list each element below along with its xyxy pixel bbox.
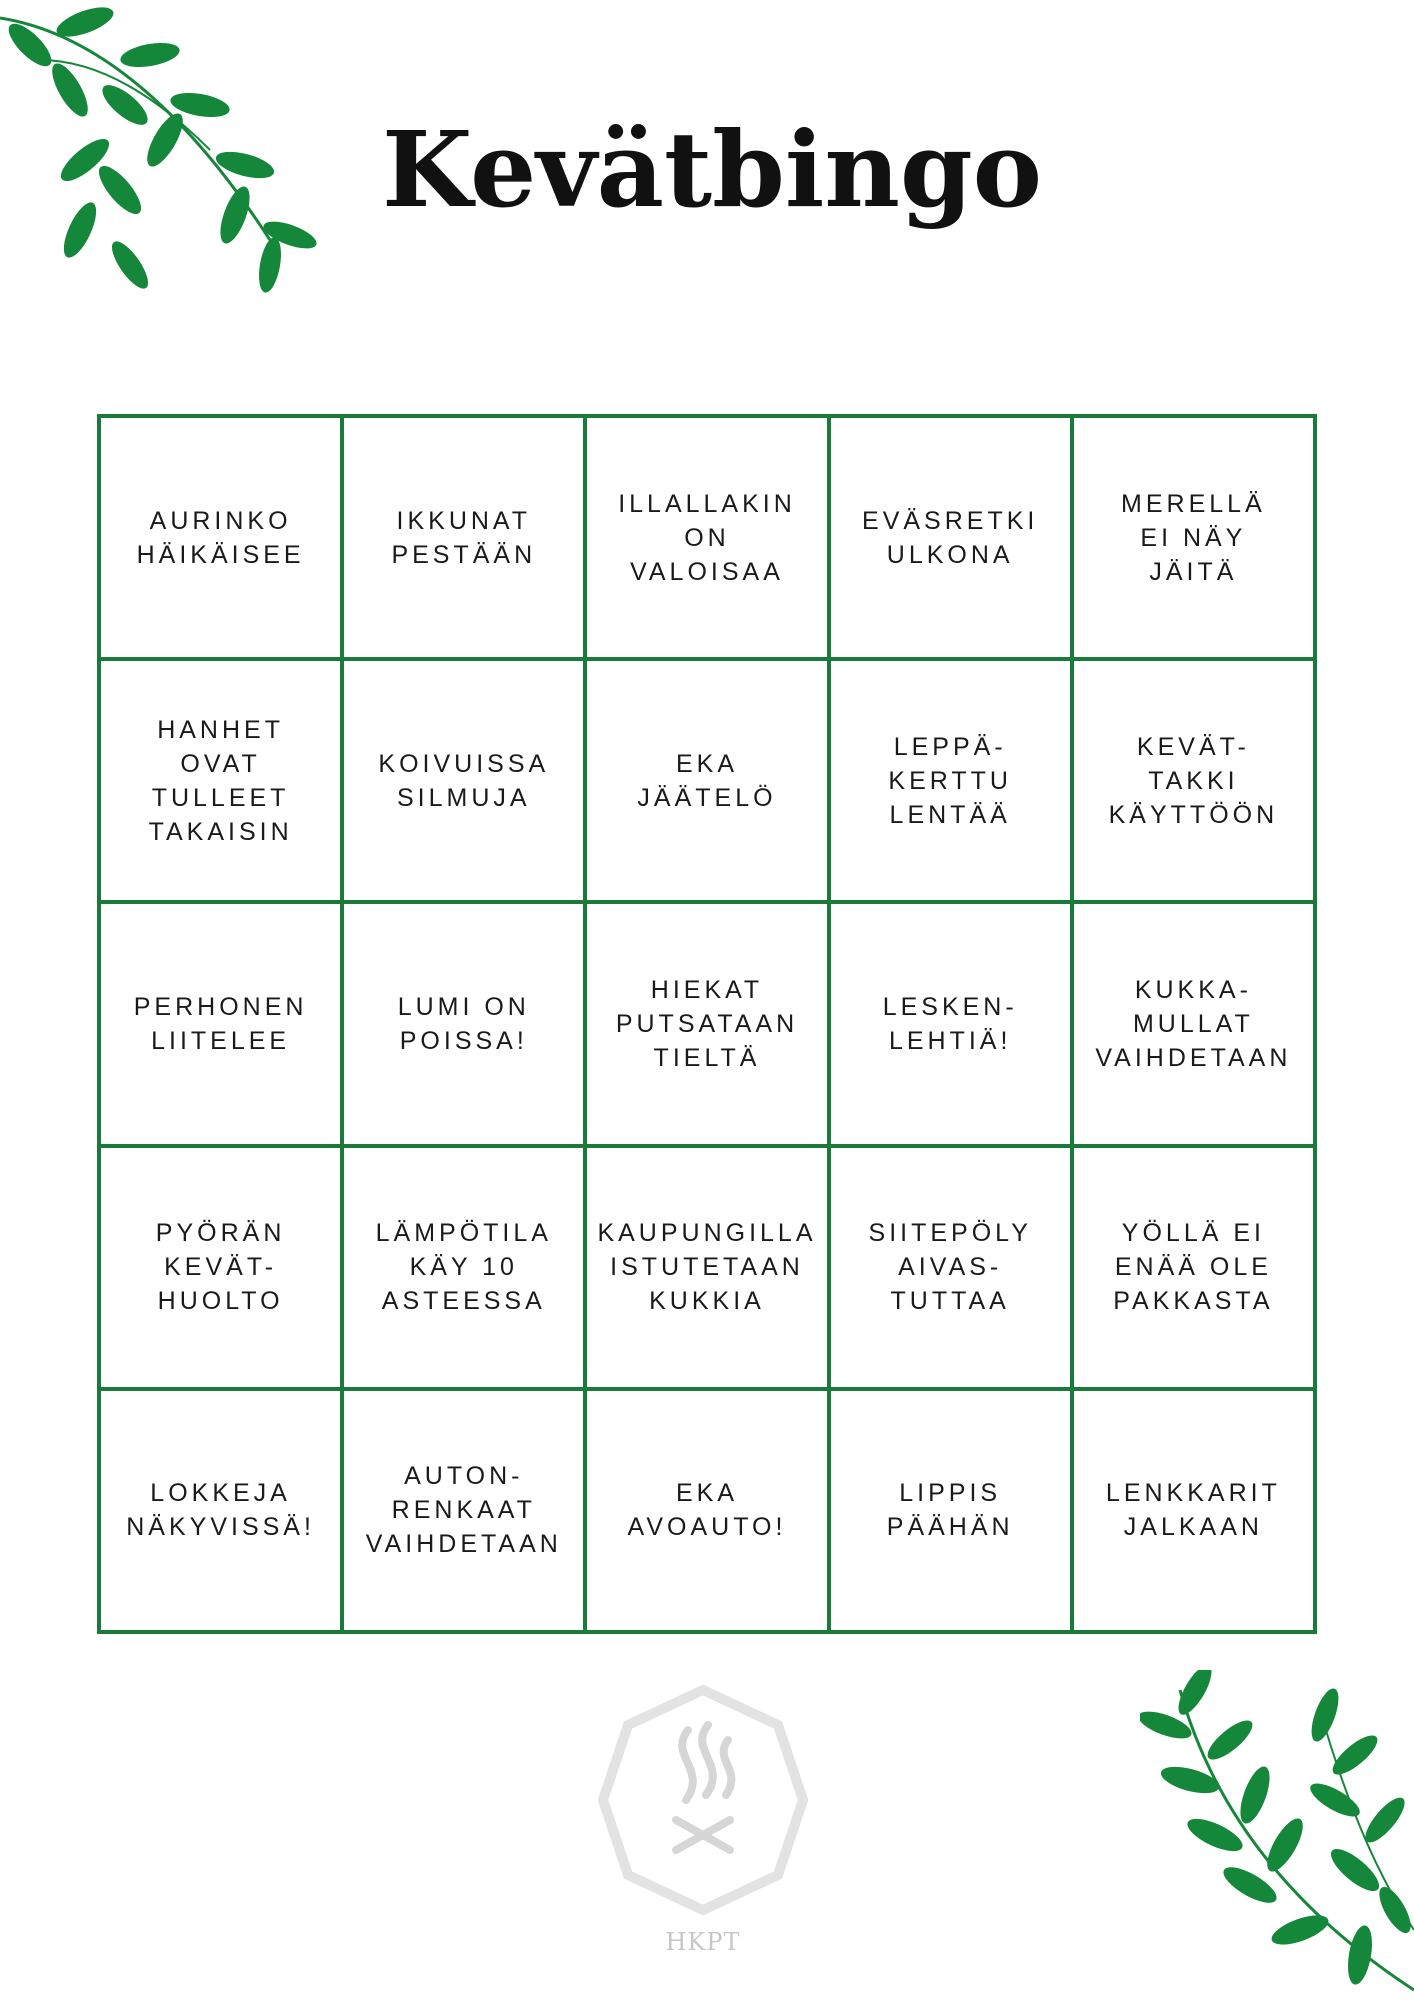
bingo-cell[interactable] bbox=[101, 418, 344, 661]
cell-label: AURINKO HÄIKÄISEE bbox=[136, 506, 305, 569]
bingo-cell[interactable] bbox=[101, 1148, 344, 1391]
bingo-cell[interactable] bbox=[587, 1148, 830, 1391]
bingo-cell[interactable] bbox=[101, 661, 344, 904]
cell-label: LÄMPÖTILA KÄY 10 ASTEESSA bbox=[375, 1219, 552, 1316]
cell-label: AUTON- RENKAAT VAIHDETAAN bbox=[365, 1462, 562, 1559]
cell-label: EKA AVOAUTO! bbox=[627, 1479, 787, 1542]
emblem-label: HKPT bbox=[665, 1928, 741, 1956]
cell-label: PERHONEN LIITELEE bbox=[133, 992, 308, 1055]
cell-label: HIEKAT PUTSATAAN TIELTÄ bbox=[615, 975, 799, 1072]
cell-label: KAUPUNGILLA ISTUTETAAN KUKKIA bbox=[597, 1219, 817, 1316]
bingo-cell[interactable] bbox=[831, 418, 1074, 661]
bingo-cell[interactable] bbox=[831, 1148, 1074, 1391]
cell-label: IKKUNAT PESTÄÄN bbox=[391, 506, 537, 569]
bingo-cell[interactable] bbox=[1074, 1148, 1317, 1391]
bingo-cell[interactable] bbox=[344, 904, 587, 1147]
cell-label: KOIVUISSA SILMUJA bbox=[378, 749, 550, 812]
cell-label: MERELLÄ EI NÄY JÄITÄ bbox=[1121, 489, 1266, 586]
bingo-cell[interactable] bbox=[587, 418, 830, 661]
bingo-cell[interactable] bbox=[101, 1391, 344, 1634]
cell-label: EKA JÄÄTELÖ bbox=[637, 749, 777, 812]
bingo-cell[interactable] bbox=[1074, 904, 1317, 1147]
bingo-cell[interactable] bbox=[587, 1391, 830, 1634]
cell-label: LENKKARIT JALKAAN bbox=[1105, 1479, 1281, 1542]
bingo-cell[interactable] bbox=[1074, 661, 1317, 904]
cell-label: LEPPÄ- KERTTU LENTÄÄ bbox=[888, 732, 1012, 829]
cell-label: LIPPIS PÄÄHÄN bbox=[886, 1479, 1014, 1542]
cell-label: YÖLLÄ EI ENÄÄ OLE PAKKASTA bbox=[1113, 1219, 1274, 1316]
cell-label: HANHET OVAT TULLEET TAKAISIN bbox=[148, 715, 293, 846]
campfire-emblem-icon bbox=[578, 1670, 828, 1930]
cell-label: LESKEN- LEHTIÄ! bbox=[882, 992, 1018, 1055]
cell-label: SIITEPÖLY AIVAS- TUTTAA bbox=[868, 1219, 1032, 1316]
bingo-cell[interactable] bbox=[344, 418, 587, 661]
bingo-cell[interactable] bbox=[101, 904, 344, 1147]
cell-label: EVÄSRETKI ULKONA bbox=[862, 506, 1039, 569]
bingo-cell[interactable] bbox=[344, 661, 587, 904]
bingo-cell[interactable] bbox=[1074, 1391, 1317, 1634]
bingo-cell[interactable] bbox=[831, 1391, 1074, 1634]
bingo-cell[interactable] bbox=[344, 1148, 587, 1391]
cell-label: LUMI ON POISSA! bbox=[397, 992, 530, 1055]
bingo-cell[interactable] bbox=[831, 661, 1074, 904]
bingo-grid bbox=[97, 414, 1317, 1634]
bingo-cell[interactable] bbox=[831, 904, 1074, 1147]
cell-label: PYÖRÄN KEVÄT- HUOLTO bbox=[155, 1219, 286, 1316]
bingo-cell[interactable] bbox=[587, 661, 830, 904]
page-title: Kevätbingo bbox=[381, 108, 1043, 231]
cell-label: LOKKEJA NÄKYVISSÄ! bbox=[126, 1479, 315, 1542]
cell-label: KUKKA- MULLAT VAIHDETAAN bbox=[1095, 975, 1292, 1072]
cell-label: ILLALLAKIN ON VALOISAA bbox=[618, 489, 796, 586]
bingo-cell[interactable] bbox=[344, 1391, 587, 1634]
leaf-branch-icon bbox=[1140, 1670, 1414, 2000]
bingo-cell[interactable] bbox=[1074, 418, 1317, 661]
bingo-cell[interactable] bbox=[587, 904, 830, 1147]
cell-label: KEVÄT- TAKKI KÄYTTÖÖN bbox=[1108, 732, 1279, 829]
